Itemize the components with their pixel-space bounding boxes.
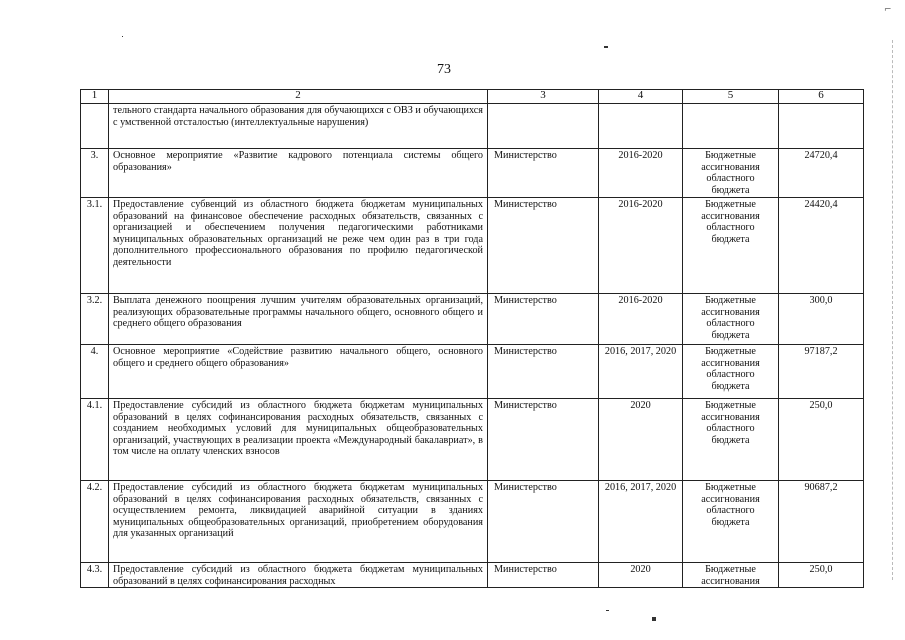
table-row [81, 399, 864, 481]
period-cell: 2020 [599, 563, 683, 588]
funding-source-cell: Бюджетные ассигнования областного бюджета [683, 399, 779, 481]
row-number-cell: 4. [81, 345, 109, 399]
funding-source-cell: Бюджетные ассигнования областного бюджета [683, 294, 779, 345]
funding-source-cell: Бюджетные ассигнования областного бюджета [683, 198, 779, 294]
row-number-cell: 4.1. [81, 399, 109, 481]
table-header-row [81, 90, 864, 104]
table-row [81, 104, 864, 149]
period-cell [599, 104, 683, 149]
row-number-cell: 3. [81, 149, 109, 198]
period-cell: 2016-2020 [599, 294, 683, 345]
executor-cell: Министерство [488, 149, 599, 198]
funding-source-cell: Бюджетные ассигнования [683, 563, 779, 588]
activity-name-cell: Предоставление субвенций из областного бюджета бюджетам муниципальных образований на финансовое обеспечение расходных обязательств, связанных с организацией и обеспечением получения педагогическими работниками муниципальных образовательных организаций не реже чем один раз в три года дополнительного профессионального образования по профилю педагогической деятельности [109, 198, 488, 294]
amount-cell: 250,0 [779, 563, 864, 588]
amount-cell: 250,0 [779, 399, 864, 481]
table-row [81, 563, 864, 588]
table-row [81, 345, 864, 399]
table-row [81, 149, 864, 198]
row-number-cell [81, 104, 109, 149]
row-number-cell: 3.2. [81, 294, 109, 345]
executor-cell: Министерство [488, 399, 599, 481]
amount-cell: 24420,4 [779, 198, 864, 294]
amount-cell: 90687,2 [779, 481, 864, 563]
funding-source-cell: Бюджетные ассигнования областного бюджета [683, 345, 779, 399]
amount-cell [779, 104, 864, 149]
scan-speck [652, 617, 656, 621]
funding-source-cell [683, 104, 779, 149]
executor-cell: Министерство [488, 345, 599, 399]
page-number: 73 [437, 62, 451, 77]
activity-name-cell: Основное мероприятие «Содействие развитию начального общего, основного общего и среднего общего образования» [109, 345, 488, 399]
scan-speck [122, 36, 123, 37]
period-cell: 2016-2020 [599, 198, 683, 294]
activity-name-cell: Предоставление субсидий из областного бюджета бюджетам муниципальных образований в целях софинансирования расходных обязательств, связанных с созданием необходимых условий для муниципальных общеобразовательных организаций, участвующих в реализации проекта «Международный бакалавриат», в том числе на оплату членских взносов [109, 399, 488, 481]
funding-source-cell: Бюджетные ассигнования областного бюджета [683, 149, 779, 198]
scan-speck [606, 610, 609, 611]
activity-name-cell: Предоставление субсидий из областного бюджета бюджетам муниципальных образований в целях софинансирования расходных обязательств, связанных с осуществлением ремонта, ликвидацией аварийной ситуации в зданиях муниципальных общеобразовательных организаций, приобретением оборудования для указанных организаций [109, 481, 488, 563]
amount-cell: 300,0 [779, 294, 864, 345]
column-header: 3 [488, 90, 599, 104]
executor-cell: Министерство [488, 294, 599, 345]
amount-cell: 24720,4 [779, 149, 864, 198]
funding-source-cell: Бюджетные ассигнования областного бюджета [683, 481, 779, 563]
column-header: 1 [81, 90, 109, 104]
column-header: 5 [683, 90, 779, 104]
column-header: 4 [599, 90, 683, 104]
column-header: 6 [779, 90, 864, 104]
period-cell: 2016-2020 [599, 149, 683, 198]
activity-name-cell: Предоставление субсидий из областного бюджета бюджетам муниципальных образований в целях софинансирования расходных [109, 563, 488, 588]
scan-edge-line [892, 40, 894, 580]
executor-cell: Министерство [488, 198, 599, 294]
program-activities-table [80, 89, 864, 588]
row-number-cell: 4.2. [81, 481, 109, 563]
period-cell: 2016, 2017, 2020 [599, 345, 683, 399]
table-row [81, 481, 864, 563]
amount-cell: 97187,2 [779, 345, 864, 399]
executor-cell [488, 104, 599, 149]
activity-name-cell: Выплата денежного поощрения лучшим учителям образовательных организаций, реализующих образовательные программы начального общего, основного общего и среднего общего образования [109, 294, 488, 345]
scan-corner-mark: ⌐ [884, 5, 892, 15]
row-number-cell: 3.1. [81, 198, 109, 294]
period-cell: 2020 [599, 399, 683, 481]
activity-name-cell: тельного стандарта начального образования для обучающихся с ОВЗ и обучающихся с умственной отсталостью (интеллектуальные нарушения) [109, 104, 488, 149]
row-number-cell: 4.3. [81, 563, 109, 588]
table-row [81, 198, 864, 294]
column-header: 2 [109, 90, 488, 104]
activity-name-cell: Основное мероприятие «Развитие кадрового потенциала системы общего образования» [109, 149, 488, 198]
scan-speck [604, 46, 608, 48]
table-row [81, 294, 864, 345]
executor-cell: Министерство [488, 563, 599, 588]
executor-cell: Министерство [488, 481, 599, 563]
period-cell: 2016, 2017, 2020 [599, 481, 683, 563]
